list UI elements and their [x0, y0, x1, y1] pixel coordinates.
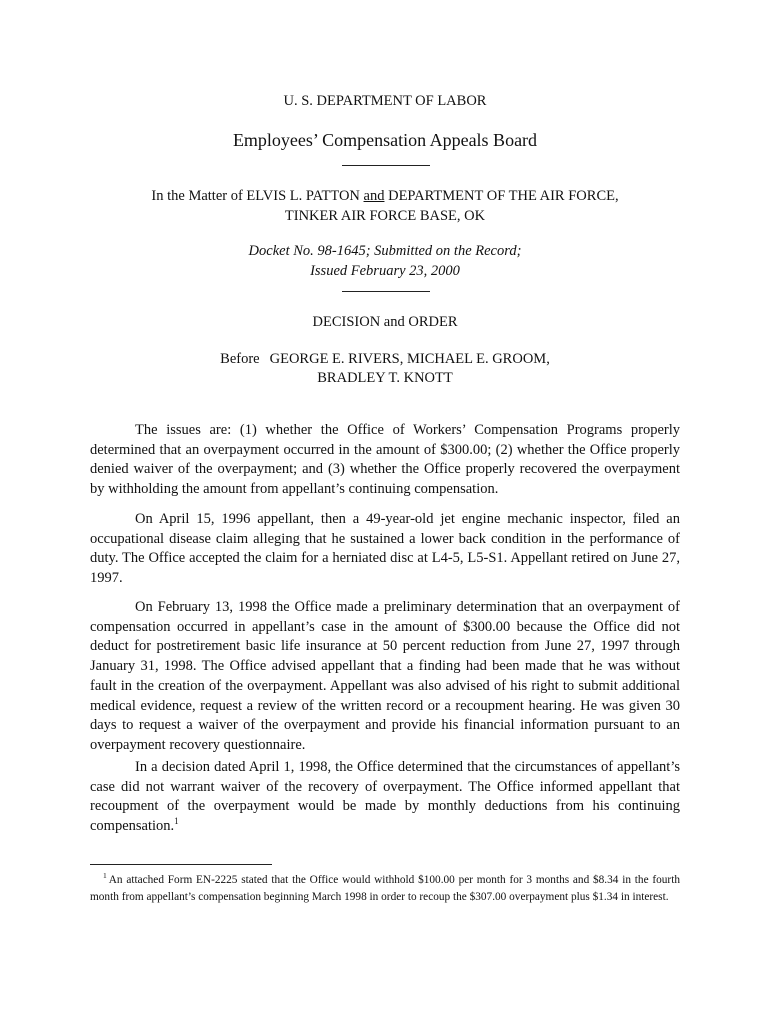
footnote-divider — [90, 864, 272, 865]
docket-info — [0, 241, 770, 281]
docket-divider — [342, 291, 430, 292]
caption-prefix: In the Matter of ELVIS L. PATTON — [151, 188, 364, 204]
footnote-reference[interactable]: 1 — [174, 816, 179, 827]
footnote-number: 1 — [103, 871, 107, 881]
caption-suffix: DEPARTMENT OF THE AIR FORCE, — [384, 188, 619, 204]
panel-members — [0, 350, 770, 388]
board-title: Employees’ Compensation Appeals Board — [232, 130, 538, 150]
caption-conjunction: and — [363, 188, 385, 204]
paragraph-preliminary-determination: On February 13, 1998 the Office made a preliminary determination that an overpayment of compensation occurred in appellant’s case in the amount of $300.00 because the Office did not deduct for postretirement basic life insurance at 50 percent reduction from June 27, 1997 through January 31, 1998. The Office advised appellant that a finding had been made that he was without fault in the creation of the overpayment. Appellant was also advised of his right to submit additional medical evidence, request a review of the written record or a recoupment hearing. He was given 30 days to request a waiver of the overpayment and provide his financial information pursuant to an overpayment recovery questionnaire. — [90, 599, 680, 753]
panel-names-2: BRADLEY T. KNOTT — [317, 370, 453, 386]
panel-line1 — [0, 350, 770, 369]
footnote — [90, 872, 680, 906]
decision-title: DECISION and ORDER — [312, 314, 458, 330]
case-caption — [0, 186, 770, 226]
footnote-text: An attached Form EN-2225 stated that the Office would withhold $100.00 per month for 3 months and $8.34 in the fourth month from appellant’s compensation beginning March 1998 in order to recoup the $307.00 overpayment plus $1.34 in interest. — [90, 874, 680, 903]
paragraph-decision — [90, 758, 680, 837]
panel-names-1: GEORGE E. RIVERS, MICHAEL E. GROOM, — [269, 351, 550, 367]
paragraph-claim: On April 15, 1996 appellant, then a 49-year-old jet engine mechanic inspector, filed an occupational disease claim alleging that he sustained a lower back condition in the performance of duty. The Office accepted the claim for a herniated disc at L4-5, L5-S1. Appellant retired on June 27, 1997. — [90, 511, 680, 587]
docket-line1: Docket No. 98-1645; Submitted on the Record; — [248, 243, 522, 259]
docket-line2: Issued February 23, 2000 — [310, 263, 460, 279]
case-caption-line1 — [0, 186, 770, 206]
heading-divider — [342, 165, 430, 166]
agency-heading: U. S. DEPARTMENT OF LABOR — [283, 93, 487, 109]
case-caption-line2: TINKER AIR FORCE BASE, OK — [284, 208, 486, 224]
paragraph-decision-text: In a decision dated April 1, 1998, the Office determined that the circumstances of appellant’s case did not warrant waiver of the recovery of overpayment. The Office informed appellant that recoupment of the overpayment would be made by monthly deductions from his continuing compensation. — [90, 759, 680, 835]
paragraph-issues: The issues are: (1) whether the Office of Workers’ Compensation Programs properly determined that an overpayment occurred in the amount of $300.00; (2) whether the Office properly denied waiver of the overpayment; and (3) whether the Office properly recovered the overpayment by withholding the amount from appellant’s continuing compensation. — [90, 422, 680, 498]
before-label: Before — [220, 351, 260, 367]
